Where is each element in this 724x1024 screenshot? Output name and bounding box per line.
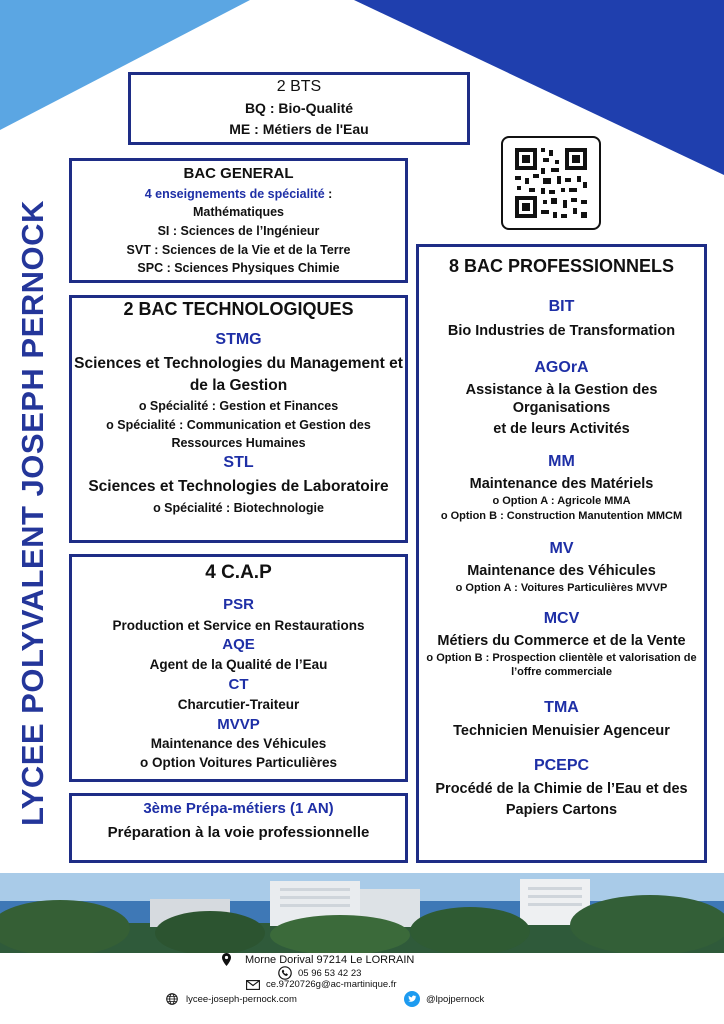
pcepc-code: PCEPC [533,757,590,775]
prepa-box [69,793,408,863]
bac-general-subtitle [72,187,405,203]
stmg-name-cont: de la Gestion [189,376,288,394]
tma-code: TMA [544,699,579,717]
mm-code: MM [548,453,575,470]
stmg-option-2: o Spécialité : Communication et Gestion des [106,417,371,432]
mvvp-code: MVVP [217,715,260,733]
bts-box [128,72,470,145]
cap-title: 4 C.A.P [205,562,272,583]
prepa-title: 3ème Prépa-métiers (1 AN) [143,800,334,817]
aqe-code: AQE [222,636,255,654]
stmg-option-2-cont: Ressources Humaines [171,435,306,450]
twitter-handle: @lpojpernock [426,993,485,1005]
mvvp-option: o Option Voitures Particulières [139,755,338,771]
footer-email[interactable] [246,979,397,990]
stmg-option-1: o Spécialité : Gestion et Finances [138,399,339,414]
agora-code: AGOrA [534,358,589,376]
mm-name: Maintenance des Matériels [469,476,654,492]
bts-item-me: ME : Métiers de l'Eau [229,120,369,137]
mcv-code: MCV [543,609,580,627]
stmg-code: STMG [215,330,262,348]
bac-general-title: BAC GENERAL [183,165,294,182]
cap-box [69,554,408,782]
bts-item-bq: BQ : Bio-Qualité [244,100,354,116]
mv-name: Maintenance des Véhicules [467,562,656,579]
mvvp-name: Maintenance des Véhicules [150,736,327,752]
phone-icon [278,966,292,980]
bac-general-item: SVT : Sciences de la Vie et de la Terre [126,242,351,257]
globe-icon [166,993,178,1005]
vertical-title [12,190,54,835]
stl-option: o Spécialité : Biotechnologie [153,500,324,515]
address-text: Morne Dorival 97214 Le LORRAIN [245,953,415,966]
bac-general-subtitle-suffix: : [324,186,333,201]
agora-name-cont: et de leurs Activités [493,420,630,437]
bac-general-item: SI : Sciences de l’Ingénieur [157,224,320,238]
bac-general-item: SPC : Sciences Physiques Chimie [137,261,340,276]
email-text: ce.9720726g@ac-martinique.fr [266,979,397,990]
qr-code-icon [503,138,599,228]
stmg-name: Sciences et Technologies du Management et [74,354,403,372]
phone-text: 05 96 53 42 23 [298,967,362,979]
bac-techno-box [69,295,408,543]
pcepc-name: Procédé de la Chimie de l’Eau et des [435,781,688,798]
stl-code: STL [223,454,254,472]
mcv-option: o Option B : Prospection clientèle et valorisation de [426,651,697,664]
mv-option: o Option A : Voitures Particulières MVVP [455,581,668,594]
ct-name: Charcutier-Traiteur [177,696,300,712]
campus-photo [0,873,724,953]
footer [0,953,724,1024]
agora-name: Assistance à la Gestion des Organisations [465,381,658,416]
psr-name: Production et Service en Restaurations [112,617,365,633]
qr-code[interactable] [501,136,601,230]
footer-twitter[interactable] [404,991,484,1007]
footer-website[interactable] [166,993,297,1005]
bac-general-subtitle-text: 4 enseignements de spécialité [144,186,325,201]
bit-name: Bio Industries de Transformation [447,322,676,339]
website-text: lycee-joseph-pernock.com [186,993,297,1005]
mm-option-b: o Option B : Construction Manutention MMCM [440,509,683,522]
bac-techno-title: 2 BAC TECHNOLOGIQUES [123,299,354,319]
tma-name: Technicien Menuisier Agenceur [453,723,670,740]
pcepc-name-cont: Papiers Cartons [505,802,618,819]
mcv-option-cont: l’offre commerciale [511,666,612,679]
mm-option-a: o Option A : Agricole MMA [492,495,631,508]
campus-photo-image [0,873,724,953]
bit-code: BIT [548,297,575,315]
aqe-name: Agent de la Qualité de l’Eau [149,657,328,673]
twitter-icon [404,991,420,1007]
bac-general-box [69,158,408,283]
email-icon [246,980,260,990]
bac-pro-box [416,244,707,863]
bts-title: 2 BTS [276,78,322,95]
prepa-desc: Préparation à la voie professionnelle [107,823,370,841]
footer-phone[interactable] [278,966,361,980]
psr-code: PSR [223,595,254,613]
location-pin-icon [222,953,231,966]
ct-code: CT [228,676,249,693]
bac-general-item: Mathématiques [193,205,284,220]
bac-pro-title: 8 BAC PROFESSIONNELS [448,256,675,276]
footer-address [222,953,414,966]
mcv-name: Métiers du Commerce et de la Vente [437,632,686,649]
mv-code: MV [549,539,574,557]
stl-name: Sciences et Technologies de Laboratoire [88,478,389,496]
school-name: LYCEE POLYVALENT JOSEPH PERNOCK [15,199,51,826]
